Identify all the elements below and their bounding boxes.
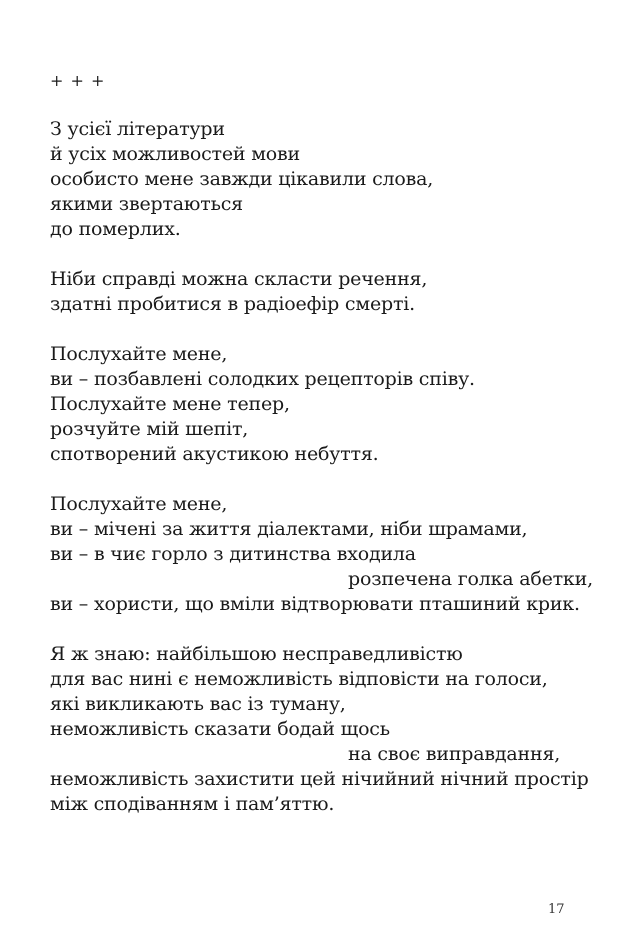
poem-line: Ніби справді можна скласти речення, xyxy=(50,268,428,290)
poem-line: ви – мічені за життя діалектами, ніби шрамами, xyxy=(50,518,528,540)
poem-line: неможливість захистити цей нічийний нічний простір xyxy=(50,768,589,790)
poem-line: спотворений акустикою небуття. xyxy=(50,443,379,465)
poem-line: Послухайте мене тепер, xyxy=(50,393,290,415)
poem-line: й усіх можливостей мови xyxy=(50,143,300,165)
poem-line: здатні пробитися в радіоефір смерті. xyxy=(50,293,415,315)
poem-line: які викликають вас із туману, xyxy=(50,693,346,715)
page-number: 17 xyxy=(548,902,565,917)
poem-line: ви – хористи, що вміли відтворювати пташиний крик. xyxy=(50,593,580,615)
poem-line: Послухайте мене, xyxy=(50,343,228,365)
poem-line: до померлих. xyxy=(50,218,181,240)
poem-line: неможливість сказати бодай щось xyxy=(50,718,390,740)
poem-line: ви – в чиє горло з дитинства входила xyxy=(50,543,416,565)
poem-line: Послухайте мене, xyxy=(50,493,228,515)
section-separator: + + + xyxy=(50,71,106,90)
poem-line: Я ж знаю: найбільшою несправедливістю xyxy=(50,643,463,665)
poem-line: ви – позбавлені солодких рецепторів співу. xyxy=(50,368,475,390)
poem-line-indented: розпечена голка абетки, xyxy=(348,568,593,590)
poem-line: розчуйте мій шепіт, xyxy=(50,418,249,440)
poem-line-indented: на своє виправдання, xyxy=(348,743,561,765)
poem-line: між сподіванням і пам’яттю. xyxy=(50,793,335,815)
poem-line: особисто мене завжди цікавили слова, xyxy=(50,168,434,190)
poem-line: З усієї літератури xyxy=(50,118,225,140)
poem-line: якими звертаються xyxy=(50,193,243,215)
poem-line: для вас нині є неможливість відповісти на голоси, xyxy=(50,668,548,690)
